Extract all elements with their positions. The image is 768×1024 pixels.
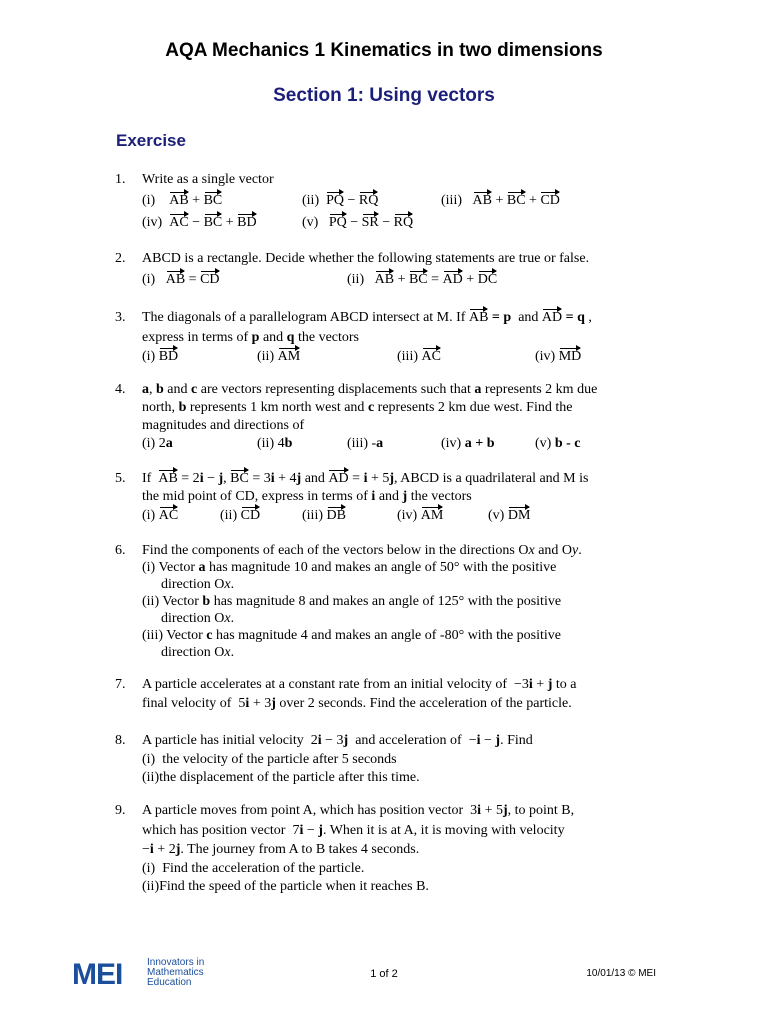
question-line-2: which has position vector 7i − j. When it is at A, it is moving with velocity: [142, 823, 565, 838]
page-title: AQA Mechanics 1 Kinematics in two dimensions: [165, 40, 603, 61]
question-line-3: magnitudes and directions of: [142, 418, 305, 433]
question-stem: A particle accelerates at a constant rate from an initial velocity of −3i + j to a: [142, 677, 577, 692]
question-number: 7.: [115, 677, 126, 692]
part-i: (i) BD: [142, 349, 179, 364]
question-stem: If AB = 2i − j, BC = 3i + 4j and AD = i + 5j, ABCD is a quadrilateral and M is: [142, 471, 589, 486]
part-v: (v) b - c: [535, 436, 581, 451]
part-iii: (iii) Vector c has magnitude 4 and makes an angle of -80° with the positive: [142, 628, 562, 643]
part-i-direction: direction Ox.: [161, 577, 235, 592]
question-stem: A particle has initial velocity 2i − 3j and acceleration of −i − j. Find: [142, 733, 533, 748]
part-ii: (ii)the displacement of the particle after this time.: [142, 770, 420, 785]
part-ii: (ii)Find the speed of the particle when it reaches B.: [142, 879, 429, 894]
part-ii: (ii) CD: [220, 508, 261, 523]
part-ii: (ii) AB + BC = AD + DC: [347, 272, 498, 287]
question-line-2: the mid point of CD, express in terms of i and j the vectors: [142, 489, 472, 504]
question-line-2: north, b represents 1 km north west and c represents 2 km due west. Find the: [142, 400, 573, 415]
mei-logo-tagline: Innovators in Mathematics Education: [147, 957, 205, 988]
question-number: 6.: [115, 543, 126, 558]
part-iii: (iii) -a: [347, 436, 384, 451]
part-v: (v) DM: [488, 508, 531, 523]
question-stem: Find the components of each of the vectors below in the directions Ox and Oy.: [142, 543, 582, 558]
question-line-2: express in terms of p and q the vectors: [142, 330, 359, 345]
question-line-2: final velocity of 5i + 3j over 2 seconds. Find the acceleration of the particle.: [142, 696, 572, 711]
footer-date: 10/01/13 © MEI: [586, 968, 656, 979]
part-i: (i) Find the acceleration of the particle.: [142, 861, 365, 876]
question-number: 8.: [115, 733, 126, 748]
part-v: (v) PQ − SR − RQ: [302, 215, 414, 230]
question-number: 2.: [115, 251, 126, 266]
section-heading: Section 1: Using vectors: [273, 85, 495, 106]
part-ii-direction: direction Ox.: [161, 611, 235, 626]
mei-logo-mark: MEI: [72, 958, 123, 991]
exercise-heading: Exercise: [116, 131, 186, 150]
part-iii: (iii) AC: [397, 349, 441, 364]
question-stem: A particle moves from point A, which has position vector 3i + 5j, to point B,: [142, 803, 575, 818]
part-i: (i) Vector a has magnitude 10 and makes an angle of 50° with the positive: [142, 560, 557, 575]
part-i: (i) AB = CD: [142, 272, 220, 287]
question-stem: Write as a single vector: [142, 172, 274, 187]
part-ii: (ii) AM: [257, 349, 301, 364]
part-iii: (iii) DB: [302, 508, 346, 523]
question-number: 1.: [115, 172, 126, 187]
part-i: (i) AC: [142, 508, 179, 523]
part-i: (i) AB + BC: [142, 193, 223, 208]
part-ii: (ii) PQ − RQ: [302, 193, 379, 208]
part-i: (i) the velocity of the particle after 5 seconds: [142, 752, 397, 767]
part-iv: (iv) MD: [535, 349, 582, 364]
question-number: 3.: [115, 310, 126, 325]
question-stem: a, b and c are vectors representing displacements such that a represents 2 km due: [142, 382, 598, 397]
page-number: 1 of 2: [370, 968, 398, 980]
question-number: 5.: [115, 471, 126, 486]
question-number: 9.: [115, 803, 126, 818]
part-ii: (ii) Vector b has magnitude 8 and makes an angle of 125° with the positive: [142, 594, 562, 609]
part-iv: (iv) AM: [397, 508, 444, 523]
part-iv: (iv) AC − BC + BD: [142, 215, 257, 230]
question-stem: ABCD is a rectangle. Decide whether the following statements are true or false.: [142, 251, 590, 266]
part-ii: (ii) 4b: [257, 436, 293, 451]
question-line-3: −i + 2j. The journey from A to B takes 4 seconds.: [142, 842, 420, 857]
part-iii-direction: direction Ox.: [161, 645, 235, 660]
question-stem: The diagonals of a parallelogram ABCD intersect at M. If AB = p and AD = q ,: [142, 310, 592, 325]
part-iii: (iii) AB + BC + CD: [441, 193, 560, 208]
part-iv: (iv) a + b: [441, 436, 495, 451]
part-i: (i) 2a: [142, 436, 173, 451]
question-number: 4.: [115, 382, 126, 397]
